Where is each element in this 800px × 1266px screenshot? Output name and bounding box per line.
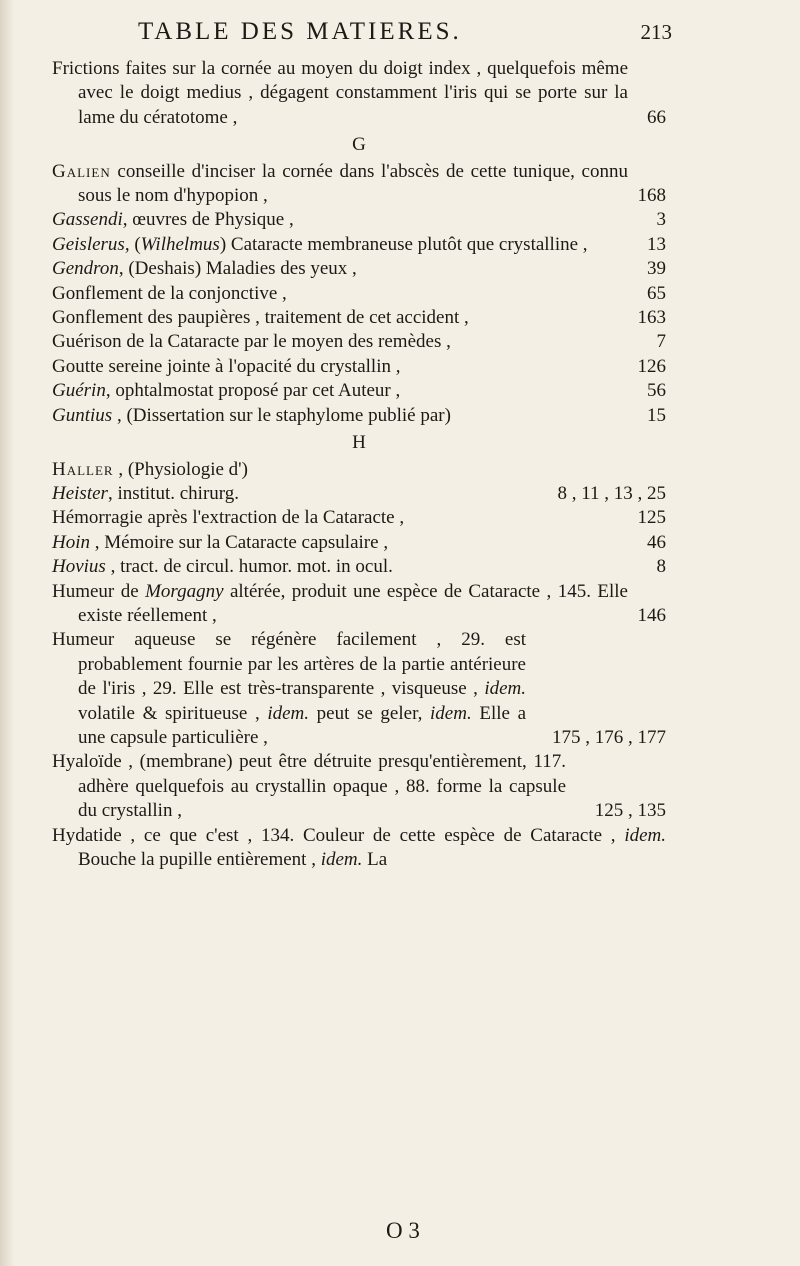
entry-name: Heister	[52, 482, 108, 504]
signature-mark: O 3	[386, 1218, 420, 1243]
entry-name-paren: Wilhelmus	[140, 233, 220, 255]
page-number: 213	[640, 20, 672, 44]
entry-page-refs: 13	[647, 233, 666, 255]
page-header	[112, 18, 672, 48]
entry-text: Bouche la pupille entièrement ,	[78, 849, 316, 870]
index-entry	[52, 531, 666, 555]
entry-text: , tract. de circul. humor. mot. in ocul.	[105, 556, 393, 578]
entry-text: Elle a une capsule particulière ,	[78, 702, 526, 748]
index-entry	[52, 404, 666, 428]
entry-text: , (Physiologie d')	[113, 458, 248, 480]
entry-text: , institut. chirurg.	[107, 482, 239, 504]
index-entry	[52, 57, 666, 130]
entry-text: Humeur aqueuse se régénère facilement , 29. est probablement fournie par les artères de la partie antérieure de l'iris , 29. Elle est très-transparente , visqueuse ,	[52, 629, 526, 700]
entry-page-refs: 126	[637, 355, 666, 377]
index-entry	[52, 330, 666, 354]
entry-name: Haller	[52, 458, 114, 480]
entry-page-refs: 39	[647, 258, 666, 280]
entry-text: altérée, produit une espèce de Cataracte , 145. Elle existe réellement ,	[78, 580, 628, 626]
entry-text: Gonflement de la conjonctive ,	[52, 282, 287, 304]
entry-text: Guérison de la Cataracte par le moyen des remèdes ,	[52, 331, 451, 353]
entry-page-refs: 66	[647, 106, 666, 128]
index-entry	[52, 482, 666, 506]
entry-page-refs: 65	[647, 282, 666, 304]
index-entry	[52, 355, 666, 379]
entry-page-refs: 56	[647, 380, 666, 402]
entry-idem: idem.	[430, 702, 472, 724]
entry-text: Gonflement des paupières , traitement de cet accident ,	[52, 307, 469, 329]
entry-text: La	[367, 849, 388, 870]
section-letter-g: G	[352, 134, 366, 156]
index-entry	[52, 506, 666, 530]
entry-text: Hémorragie après l'extraction de la Cataracte ,	[52, 507, 405, 529]
entry-page-refs: 8	[656, 556, 666, 578]
entry-page-refs: 15	[647, 404, 666, 426]
entry-name: Hovius	[52, 556, 106, 578]
entry-name: Morgagny	[145, 580, 224, 602]
page-binding-edge	[0, 0, 14, 1266]
entry-text: Goutte sereine jointe à l'opacité du crystallin ,	[52, 355, 401, 377]
entry-text: Cataracte membraneuse plutôt que crystalline ,	[226, 233, 588, 255]
entry-page-refs: 146	[637, 604, 666, 626]
index-entry	[52, 580, 666, 629]
entry-idem: idem.	[484, 678, 526, 700]
entry-text: conseille d'inciser la cornée dans l'abscès de cette tunique, connu sous le nom d'hypopion ,	[78, 160, 628, 207]
entry-page-refs: 125 , 135	[594, 800, 666, 822]
index-entry	[52, 306, 666, 330]
entry-page-refs: 163	[637, 307, 666, 329]
entry-name: Gassendi	[52, 209, 123, 231]
index-entry	[52, 282, 666, 306]
index-entry	[52, 379, 666, 403]
index-entry	[52, 208, 666, 232]
entry-text: , (Deshais) Maladies des yeux ,	[118, 258, 357, 280]
entry-name: Galien	[52, 160, 111, 182]
index-entry	[52, 628, 666, 750]
index-entry: Geislerus, (Wilhelmus) Cataracte membraneuse plutôt que crystalline , 13	[52, 233, 666, 257]
entry-idem: idem.	[267, 702, 310, 724]
entry-text: , ophtalmostat proposé par cet Auteur ,	[105, 380, 401, 402]
entry-page-refs: 7	[656, 331, 666, 353]
entry-page-refs: 175 , 176 , 177	[552, 726, 666, 748]
entry-page-refs: 46	[647, 531, 666, 553]
index-entry	[52, 458, 666, 482]
index-content	[52, 57, 666, 872]
entry-text: , Mémoire sur la Cataracte capsulaire ,	[90, 531, 389, 553]
entry-text: peut se geler,	[309, 702, 423, 724]
entry-name: Guntius	[52, 404, 113, 426]
entry-text: , œuvres de Physique ,	[122, 209, 294, 231]
entry-name: Hoin	[52, 531, 90, 553]
running-title: TABLE DES MATIERES.	[138, 18, 462, 45]
entry-name: Gendron	[52, 258, 119, 280]
entry-name: Geislerus	[52, 233, 125, 255]
entry-text: Frictions faites sur la cornée au moyen du doigt index , quelquefois même avec le doigt medius , dégagent constamment l'iris qui se porte sur la lame du cératotome ,	[52, 58, 628, 128]
entry-text: Hydatide , ce que c'est , 134. Couleur de cette espèce de Cataracte ,	[52, 824, 616, 846]
entry-text-pre: Humeur de	[52, 580, 146, 602]
index-entry	[52, 750, 666, 823]
entry-page-refs: 168	[637, 185, 666, 207]
index-entry	[52, 824, 666, 873]
index-entry	[52, 160, 666, 209]
entry-idem: idem.	[320, 849, 363, 870]
entry-name: Guérin	[52, 380, 106, 402]
index-entry	[52, 257, 666, 281]
entry-page-refs: 125	[637, 507, 666, 529]
entry-text: volatile & spiritueuse ,	[78, 702, 260, 724]
entry-text: , (Dissertation sur le staphylome publié par)	[112, 404, 451, 426]
entry-idem: idem.	[624, 824, 666, 846]
entry-page-refs: 3	[656, 209, 666, 231]
entry-page-refs: 8 , 11 , 13 , 25	[557, 482, 666, 504]
entry-text: Hyaloïde , (membrane) peut être détruite presqu'entièrement, 117. adhère quelquefois au crystallin opaque , 88. forme la capsule du crystallin ,	[52, 751, 566, 822]
section-letter-h: H	[352, 432, 366, 454]
index-entry	[52, 555, 666, 579]
